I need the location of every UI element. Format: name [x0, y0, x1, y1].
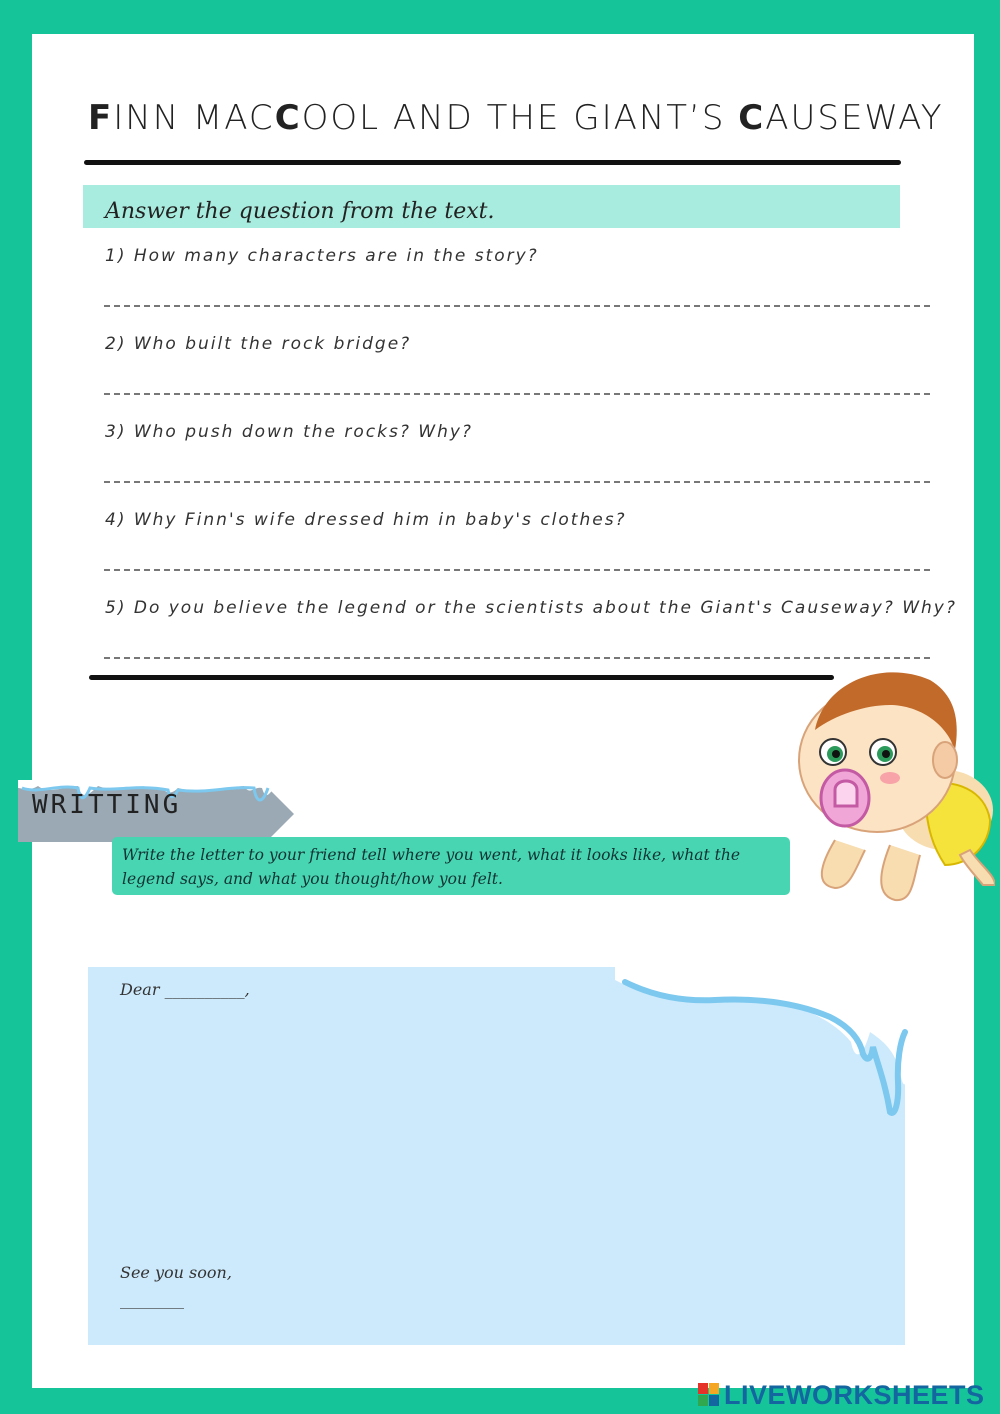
liveworksheets-logo-icon: [698, 1383, 720, 1407]
question-5: 5) Do you believe the legend or the scientists about the Giant's Causeway? Why?: [105, 598, 957, 618]
letter-signature-line: ________: [120, 1290, 184, 1309]
letter-greeting: Dear __________,: [120, 980, 250, 999]
icicle-decoration-icon: [615, 962, 915, 1122]
writing-label: WRITTING: [32, 790, 182, 820]
question-2: 2) Who built the rock bridge?: [105, 334, 412, 354]
letter-closing: See you soon,: [120, 1263, 232, 1282]
page-title: FINN MACCOOL AND THE GIANT’S CAUSEWAY: [88, 98, 944, 138]
question-1: 1) How many characters are in the story?: [105, 246, 539, 266]
answer-line-4[interactable]: [104, 569, 930, 571]
writing-instruction-box: [112, 837, 790, 895]
question-4: 4) Why Finn's wife dressed him in baby's clothes?: [105, 510, 627, 530]
answer-line-2[interactable]: [104, 393, 930, 395]
writing-instruction: Write the letter to your friend tell where you went, what it looks like, what the legend says, and what you thought/how you felt.: [122, 846, 741, 888]
liveworksheets-brand[interactable]: LIVEWORKSHEETS: [724, 1380, 985, 1410]
baby-illustration-icon: [795, 660, 995, 910]
questions-heading-band: [83, 185, 900, 228]
title-divider: [84, 160, 901, 165]
questions-heading: Answer the question from the text.: [105, 199, 495, 224]
questions-divider: [89, 675, 834, 680]
answer-line-1[interactable]: [104, 305, 930, 307]
answer-line-3[interactable]: [104, 481, 930, 483]
answer-line-5[interactable]: [104, 657, 930, 659]
question-3: 3) Who push down the rocks? Why?: [105, 422, 473, 442]
